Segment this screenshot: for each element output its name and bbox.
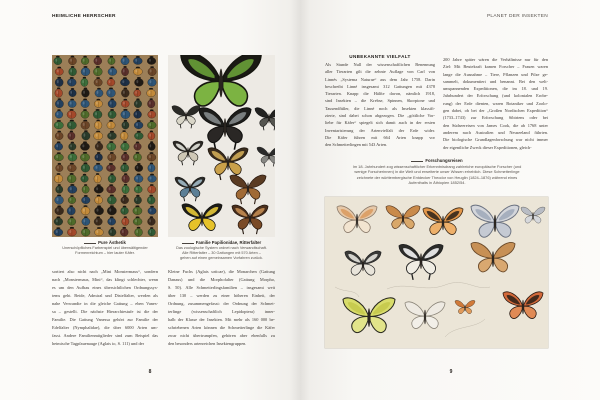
text-line: halb der Klasse der Insekten. Mit mehr als 160 000 be- xyxy=(168,317,275,322)
running-head-left: HEIMLICHE HERRSCHER xyxy=(52,14,116,19)
figure-butterfly-illustration xyxy=(325,197,548,348)
figure-swallowtails xyxy=(168,55,275,237)
figure-caption-expeditions xyxy=(328,158,546,186)
text-line: Jahrhundert der Erforschung (und kolonialen Erobe- xyxy=(443,93,548,99)
text-line: Edelfalter (Nymphalidae), die über 6000 Arten um- xyxy=(52,325,158,330)
beetle-collection-image xyxy=(52,55,158,237)
caption-title: Pure Ästhetik xyxy=(98,240,126,245)
caption-text xyxy=(52,246,158,256)
figure-caption-swallowtails xyxy=(168,240,275,261)
text-line: Die biologische Grundlagenforschung war nicht immer xyxy=(443,137,548,143)
text-line: Ziel: Mit Beutekraft kamen Forscher – Frauen waren xyxy=(443,64,548,70)
page-number-left: 8 xyxy=(148,369,152,375)
text-line: S. 50). Alle Schmetterlingsfamilien – insgesamt weit xyxy=(168,285,275,290)
text-line: tems geht. Beide, Admiral und Distelfalter, werden als xyxy=(52,293,158,298)
text-line: gen dabei, ob bei der „Großen Nordischen Expedition“ xyxy=(443,108,548,114)
text-line: den Südseereisen von James Cook, die ab 1768 unter xyxy=(443,122,548,128)
text-line: aller Tierarten gilt die zehnte Auflage von Carl von xyxy=(325,69,435,75)
text-line: rung) der Erde dienten, waren Botaniker und Zoolo- xyxy=(443,100,548,106)
page-number-right: 9 xyxy=(449,369,453,375)
sidebar-text xyxy=(325,61,435,149)
caption-rule xyxy=(411,161,423,162)
text-line: nahe Verwandte in die gleiche Gattung – eben Vanes- xyxy=(52,301,158,306)
body-column-right xyxy=(168,268,275,348)
text-line: fasst. Andere Familienmitglieder sind zum Beispiel das xyxy=(52,333,158,338)
text-line: 200 Jahre später wären die Verhältnisse nur für den xyxy=(443,57,548,62)
book-gutter xyxy=(290,0,310,400)
text-line: Kleine Fuchs (Aglais urticae), die Monarchen (Gattung xyxy=(168,269,275,274)
text-line: beschreibt Linné insgesamt 312 Gattungen mit 4378 xyxy=(325,83,435,89)
text-line: Als Stunde Null der wissenschaftlichen Benennung xyxy=(325,62,435,67)
text-line: Unerschöpfliches Farbenspiel und überwältigender xyxy=(62,246,148,250)
text-line: es um den Aufbau eines übersichtlichen Ordnungssys- xyxy=(52,285,158,290)
text-line: Alle Ritterfalter – 30 Gattungen mit 570 Arten – xyxy=(182,251,261,255)
text-line: Im 18. Jahrhundert zog wissenschaftlicher Erkenntnisdrang zahlreiche europäische Forscher (und xyxy=(352,164,522,169)
text-line: Das zoologische System ordnet nach Verwandtschaft. xyxy=(176,246,267,250)
body-column-right-page xyxy=(443,56,548,151)
caption-text xyxy=(328,164,546,186)
text-line: Inventarisierung der Artenvielfalt der Erde wider. xyxy=(325,127,435,133)
text-line: liebe für Käfer“ spiegelt sich damit auch in der ersten xyxy=(325,120,435,126)
text-line: Aufenthalts in Äthiopien 1852/54. xyxy=(408,180,466,186)
caption-text xyxy=(168,246,275,261)
text-line: Tierarten. Knapp die Hälfte davon, nämlich 1918, xyxy=(325,91,435,97)
text-line: sind Insekten – die Krebse, Spinnen, Skorpione und xyxy=(325,98,435,104)
text-line: nach „Monstermaus, Mini“, das klingt schlechter, wenn xyxy=(52,277,158,282)
text-line: zierte, sind dabei schon abgezogen. Die „göttliche Vor- xyxy=(325,113,435,119)
text-line: (1733–1743) zur Erforschung Sibiriens oder bei xyxy=(443,115,548,121)
text-line: den besonders artenreichen Insektengruppen. xyxy=(168,341,247,346)
text-line: zwar nicht übertrumpfen, gehören aber ebenfalls zu xyxy=(168,333,275,338)
text-line: gehen auf einen gemeinsamen Vorfahren zurück. xyxy=(180,256,263,260)
text-line: den Schmetterlingen mit 543 Arten. xyxy=(325,142,388,148)
text-line: lange die Ausnahme – Tiere, Pflanzen und Pilze ge- xyxy=(443,71,548,77)
figure-caption-beetles xyxy=(52,240,158,256)
text-line: sortiert also nicht nach „Mini Monstermaus“, sondern xyxy=(52,269,158,274)
caption-rule xyxy=(84,243,96,244)
text-line: wenige Forscherinnen) in die Welt und erweiterte unser Wissen erheblich. Diese Schmetterlinge xyxy=(354,169,520,175)
butterfly-illustration-image xyxy=(325,197,548,348)
text-line: Tausendfüßer, die Linné noch als Insekten klassifi- xyxy=(325,105,435,111)
text-line: Formenreichtum – hier lauter Käfer. xyxy=(75,251,135,255)
caption-title: Familie Papilionidae, Ritterfalter xyxy=(195,240,262,245)
text-line: der eigentliche Zweck dieser Expeditionen, gleich- xyxy=(443,144,532,150)
text-line: Ordnung, zusammengefasst: der Ordnung der Schmet- xyxy=(168,301,275,306)
text-line: zeichnete der württembergische Entdecker Theodor von Heuglin (1824–1876) während eines xyxy=(356,174,518,180)
text-line: über 130 – werden zu einer höheren Einheit, der xyxy=(168,293,275,298)
caption-title: Forschungsreisen xyxy=(425,158,463,163)
caption-rule xyxy=(182,243,194,244)
sidebar-box xyxy=(325,53,435,149)
text-line: schriebenen Arten können die Schmetterlinge die Käfer xyxy=(168,325,275,330)
running-head-right: PLANET DER INSEKTEN xyxy=(486,14,548,19)
text-line: sammelt, dokumentiert und benannt. Bei den welt- xyxy=(443,78,548,84)
text-line: umspannenden Expeditionen, die im 18. und 19. xyxy=(443,86,548,92)
text-line: heimische Tagpfauenauge (Aglais io, S. 111) und der xyxy=(52,341,145,346)
text-line: sa – gestellt. Die nächste Hierarchiestufe ist die der xyxy=(52,309,158,314)
text-line: Linnés „Systema Naturae“ aus dem Jahr 1758. Darin xyxy=(325,76,435,82)
body-column-left xyxy=(52,268,158,348)
text-line: Danaus) und die Morphofalter (Gattung Morpho, xyxy=(168,277,275,282)
figure-beetles xyxy=(52,55,158,237)
text-line: Die Käfer führen mit 664 Arten knapp vor xyxy=(325,134,435,140)
swallowtail-collection-image xyxy=(168,55,275,237)
text-line: Familie. Die Gattung Vanessa gehört zur Familie der xyxy=(52,317,158,322)
sidebar-heading: UNBEKANNTE VIELFALT xyxy=(349,54,411,59)
text-line: anderem nach Australien und Neuseeland führten. xyxy=(443,129,548,135)
text-line: terlinge (wissenschaftlich Lepidoptera) inner- xyxy=(168,309,275,314)
